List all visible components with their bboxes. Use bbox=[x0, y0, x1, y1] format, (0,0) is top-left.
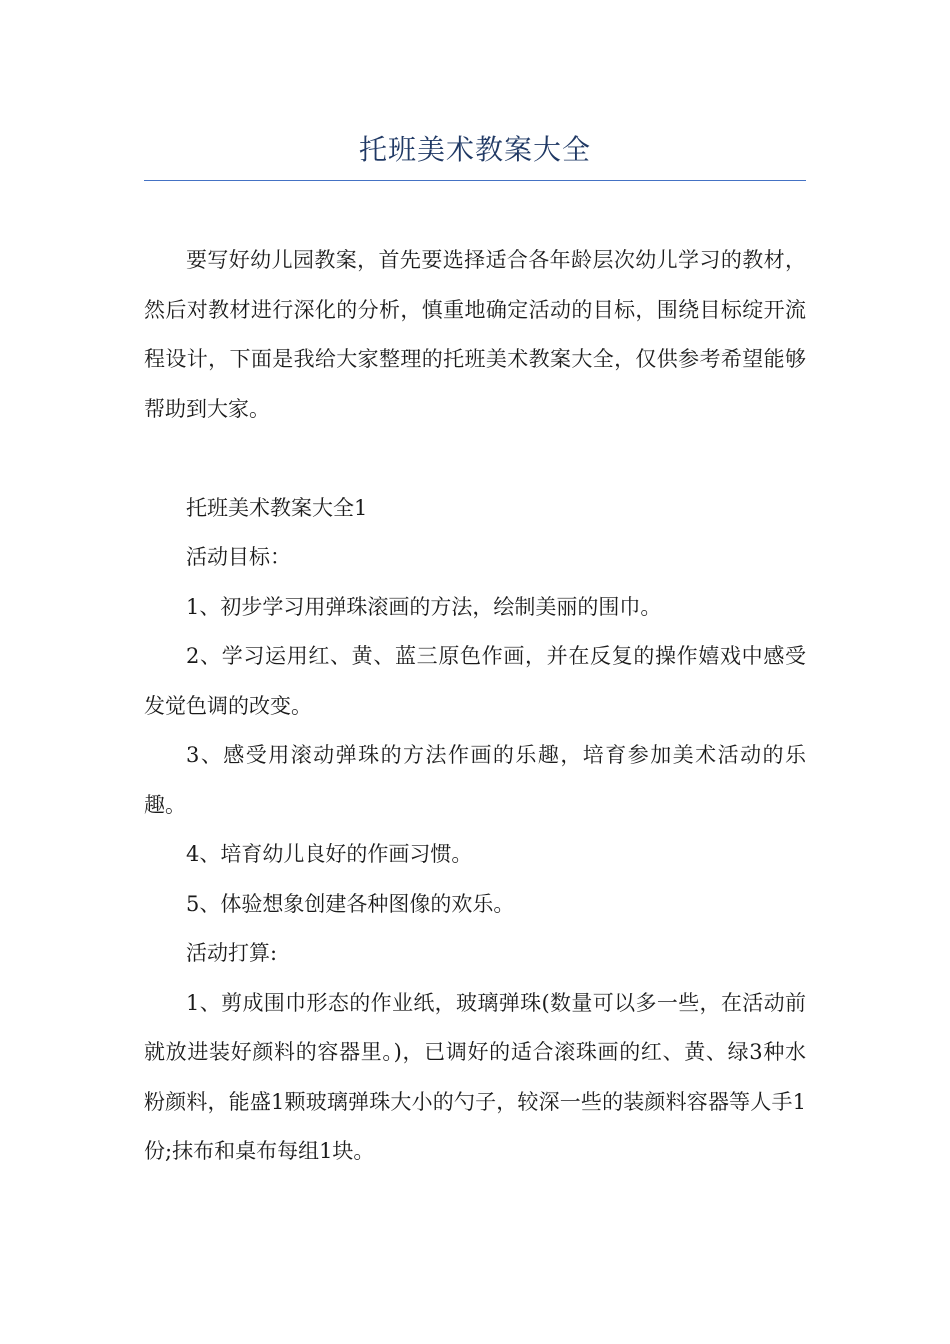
goals-label: 活动目标： bbox=[186, 545, 291, 569]
title-underline bbox=[144, 180, 806, 181]
paragraph-spacer bbox=[144, 434, 806, 484]
goal-item-2: 2、学习运用红、黄、蓝三原色作画，并在反复的操作嬉戏中感受发觉色调的改变。 bbox=[144, 644, 806, 718]
goal-item-1: 1、初步学习用弹珠滚画的方法，绘制美丽的围巾。 bbox=[186, 594, 662, 619]
prep-label: 活动打算: bbox=[186, 941, 278, 965]
goal-item-3: 3、感受用滚动弹珠的方法作画的乐趣，培育参加美术活动的乐趣。 bbox=[144, 743, 806, 817]
goal-item-5: 5、体验想象创建各种图像的欢乐。 bbox=[186, 891, 515, 916]
section-heading: 托班美术教案大全1 bbox=[186, 495, 368, 520]
goal-item-4: 4、培育幼儿良好的作画习惯。 bbox=[186, 842, 473, 866]
document-title: 托班美术教案大全 bbox=[358, 133, 591, 166]
prep-item-1: 1、剪成围巾形态的作业纸，玻璃弹珠(数量可以多一些，在活动前就放进装好颜料的容器里。)，已调好的适合滚珠画的红、黄、绿3种水粉颜料，能盛1颗玻璃弹珠大小的勺子，较深一些的装颜料容器等人手1份;抹布和桌布每组1块。 bbox=[144, 990, 806, 1163]
intro-paragraph: 要写好幼儿园教案，首先要选择适合各年龄层次幼儿学习的教材，然后对教材进行深化的分析，慎重地确定活动的目标，围绕目标绽开流程设计，下面是我给大家整理的托班美术教案大全，仅供参考希望能够帮助到大家。 bbox=[144, 248, 806, 421]
document-body bbox=[144, 236, 806, 1177]
